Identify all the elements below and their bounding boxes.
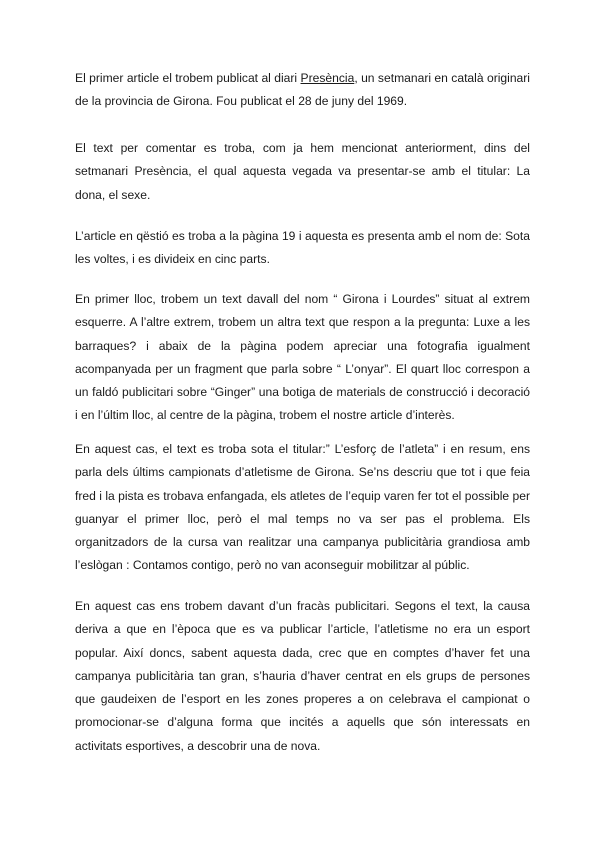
paragraph-article-location: L’article en qëstió es troba a la pàgina 19 i aquesta es presenta amb el nom de: Sota les voltes, i es divideix en cinc parts.: [75, 229, 530, 267]
paragraph-publication-info: [75, 67, 530, 114]
paragraph-article-summary: En aquest cas, el text es troba sota el titular:” L’esforç de l’atleta” i en resum, ens parla dels últims campionats d’atletisme de Girona. Se’ns descriu que tot i que feia fred i la pista es trobava enfangada, els atletes de l’equip varen fer tot el possible per guanyar el primer lloc, però el mal temps no va ser pas el problema. Els organitzadors de la cursa van realitzar una campanya publicitària grandiosa amb l’eslògan : Contamos contigo, però no van aconseguir mobilitzar al públic.: [75, 442, 530, 573]
presencia-link[interactable]: Presència: [300, 71, 355, 85]
paragraph-text: , un setmanari en català originari de la provincia de Girona. Fou publicat el 28 de juny del 1969.: [75, 71, 530, 109]
paragraph-text: El primer article el trobem publicat al diari: [75, 71, 301, 85]
paragraph-text-context: El text per comentar es troba, com ja hem mencionat anteriorment, dins del setmanari Presència, el qual aquesta vegada va presentar-se amb el titular: La dona, el sexe.: [75, 141, 530, 202]
paragraph-analysis: En aquest cas ens trobem davant d’un fracàs publicitari. Segons el text, la causa deriva a que en l’època que es va publicar l’article, l’atletisme no era un esport popular. Així doncs, sabent aquesta dada, crec que en comptes d’haver fet una campanya publicitària tan gran, s’hauria d’haver centrat en els grups de persones que gaudeixen de l’esport en les zones properes a on celebrava el campionat o promocionar-se d’alguna forma que incités a aquells que són interessats en activitats esportives, a descobrir una de nova.: [75, 599, 530, 753]
paragraph-page-description: En primer lloc, trobem un text davall del nom “ Girona i Lourdes” situat al extrem esquerre. A l’altre extrem, trobem un altra text que respon a la pregunta: Luxe a les barraques? i abaix de la pàgina podem apreciar una fotografia igualment acompanyada per un fragment que parla sobre “ L’onyar”. El quart lloc correspon a un faldó publicitari sobre “Ginger” una botiga de materials de construcció i decoració i en l’últim lloc, al centre de la pàgina, trobem el nostre article d’interès.: [75, 292, 530, 423]
